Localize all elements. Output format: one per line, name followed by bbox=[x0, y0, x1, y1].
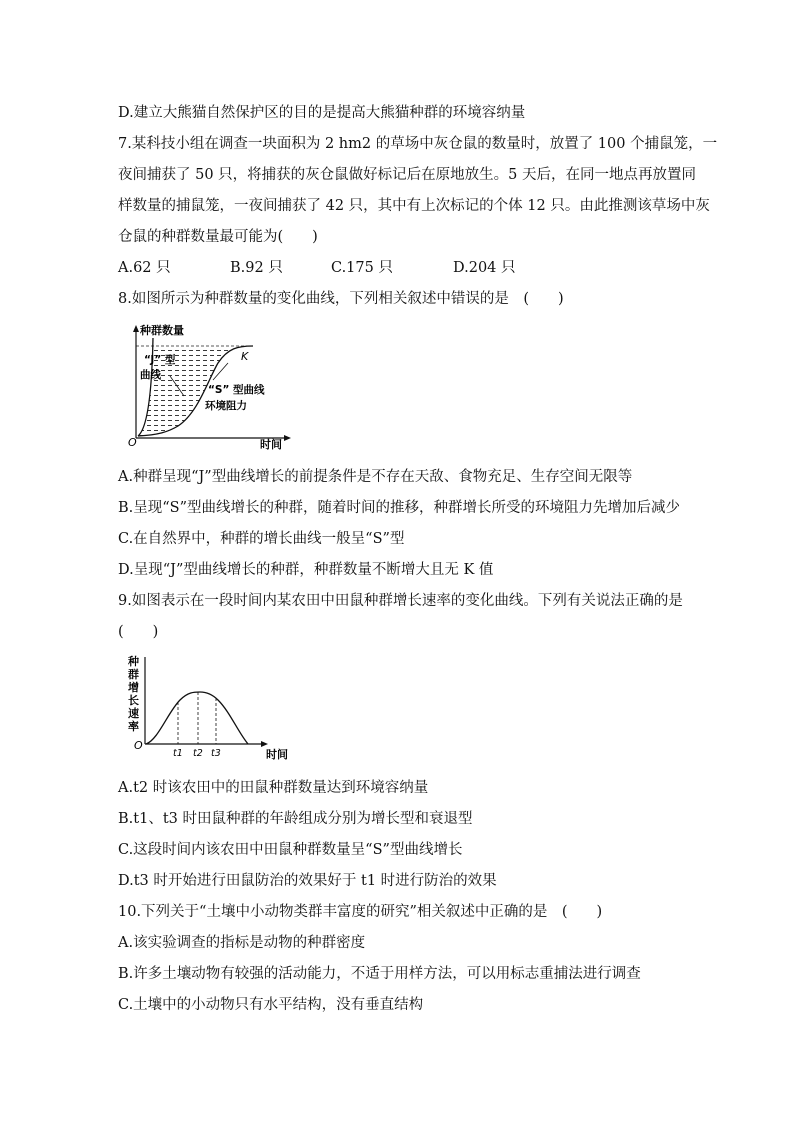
q7-option-d: D.204 只 bbox=[453, 260, 516, 276]
growth-rate-curve bbox=[146, 692, 248, 744]
y-axis-char-6: 率 bbox=[128, 720, 139, 733]
q8-option-c: C.在自然界中，种群的增长曲线一般呈“S”型 bbox=[118, 531, 405, 547]
j-curve-label-1: “J” 型 bbox=[144, 354, 176, 366]
origin-label: O bbox=[134, 739, 143, 752]
q7-stem-line-4: 仓鼠的种群数量最可能为( ) bbox=[118, 229, 318, 245]
y-axis-char-5: 速 bbox=[128, 707, 139, 720]
q8-population-curve-figure bbox=[118, 318, 298, 450]
q9-growth-rate-figure bbox=[118, 652, 298, 764]
q7-option-b: B.92 只 bbox=[230, 260, 283, 276]
q7-stem-line-3: 样数量的捕鼠笼，一夜间捕获了 42 只，其中有上次标记的个体 12 只。由此推测该草场中灰 bbox=[118, 198, 710, 214]
y-axis-label: 种群数量 bbox=[140, 324, 184, 337]
t2-label: t2 bbox=[193, 748, 203, 759]
x-axis-label: 时间 bbox=[260, 438, 282, 450]
q9-paren: ( ) bbox=[118, 624, 159, 640]
q9-option-c: C.这段时间内该农田中田鼠种群数量呈“S”型曲线增长 bbox=[118, 842, 463, 858]
q8-option-a: A.种群呈现“J”型曲线增长的前提条件是不存在天敌、食物充足、生存空间无限等 bbox=[118, 469, 633, 485]
q9-stem: 9.如图表示在一段时间内某农田中田鼠种群增长速率的变化曲线。下列有关说法正确的是 bbox=[118, 593, 683, 609]
q10-option-c: C.土壤中的小动物只有水平结构，没有垂直结构 bbox=[118, 997, 424, 1013]
q8-option-d: D.呈现“J”型曲线增长的种群，种群数量不断增大且无 K 值 bbox=[118, 562, 494, 578]
s-curve-label: “S” 型曲线 bbox=[208, 384, 265, 396]
y-axis-char-2: 群 bbox=[128, 668, 139, 681]
y-axis-char-1: 种 bbox=[128, 655, 139, 668]
origin-label: O bbox=[128, 436, 137, 449]
t1-label: t1 bbox=[173, 748, 183, 759]
j-curve-label-2: 曲线 bbox=[140, 369, 161, 381]
x-axis-label: 时间 bbox=[266, 748, 288, 761]
q7-option-a: A.62 只 bbox=[118, 260, 171, 276]
q9-option-d: D.t3 时开始进行田鼠防治的效果好于 t1 时进行防治的效果 bbox=[118, 873, 497, 889]
environment-resistance-label: 环境阻力 bbox=[205, 400, 247, 412]
q9-option-a: A.t2 时该农田中的田鼠种群数量达到环境容纳量 bbox=[118, 780, 429, 796]
q10-option-a: A.该实验调查的指标是动物的种群密度 bbox=[118, 935, 366, 951]
q7-stem-line-2: 夜间捕获了 50 只，将捕获的灰仓鼠做好标记后在原地放生。5 天后，在同一地点再放置同 bbox=[118, 167, 696, 183]
k-label: K bbox=[241, 350, 249, 363]
q8-stem: 8.如图所示为种群数量的变化曲线，下列相关叙述中错误的是 ( ) bbox=[118, 291, 564, 307]
t3-label: t3 bbox=[211, 748, 221, 759]
q7-stem-line-1: 7.某科技小组在调查一块面积为 2 hm2 的草场中灰仓鼠的数量时，放置了 100 个捕鼠笼，一 bbox=[118, 136, 718, 152]
q7-option-c: C.175 只 bbox=[331, 260, 393, 276]
q10-stem: 10.下列关于“土壤中小动物类群丰富度的研究”相关叙述中正确的是 ( ) bbox=[118, 904, 603, 920]
q8-option-b: B.呈现“S”型曲线增长的种群，随着时间的推移，种群增长所受的环境阻力先增加后减少 bbox=[118, 500, 681, 516]
q7-options bbox=[118, 258, 516, 278]
q6-option-d: D.建立大熊猫自然保护区的目的是提高大熊猫种群的环境容纳量 bbox=[118, 105, 526, 121]
q9-option-b: B.t1、t3 时田鼠种群的年龄组成分别为增长型和衰退型 bbox=[118, 811, 473, 827]
y-axis-char-3: 增 bbox=[128, 681, 139, 694]
y-axis-char-4: 长 bbox=[128, 694, 139, 707]
q10-option-b: B.许多土壤动物有较强的活动能力，不适于用样方法，可以用标志重捕法进行调查 bbox=[118, 966, 641, 982]
